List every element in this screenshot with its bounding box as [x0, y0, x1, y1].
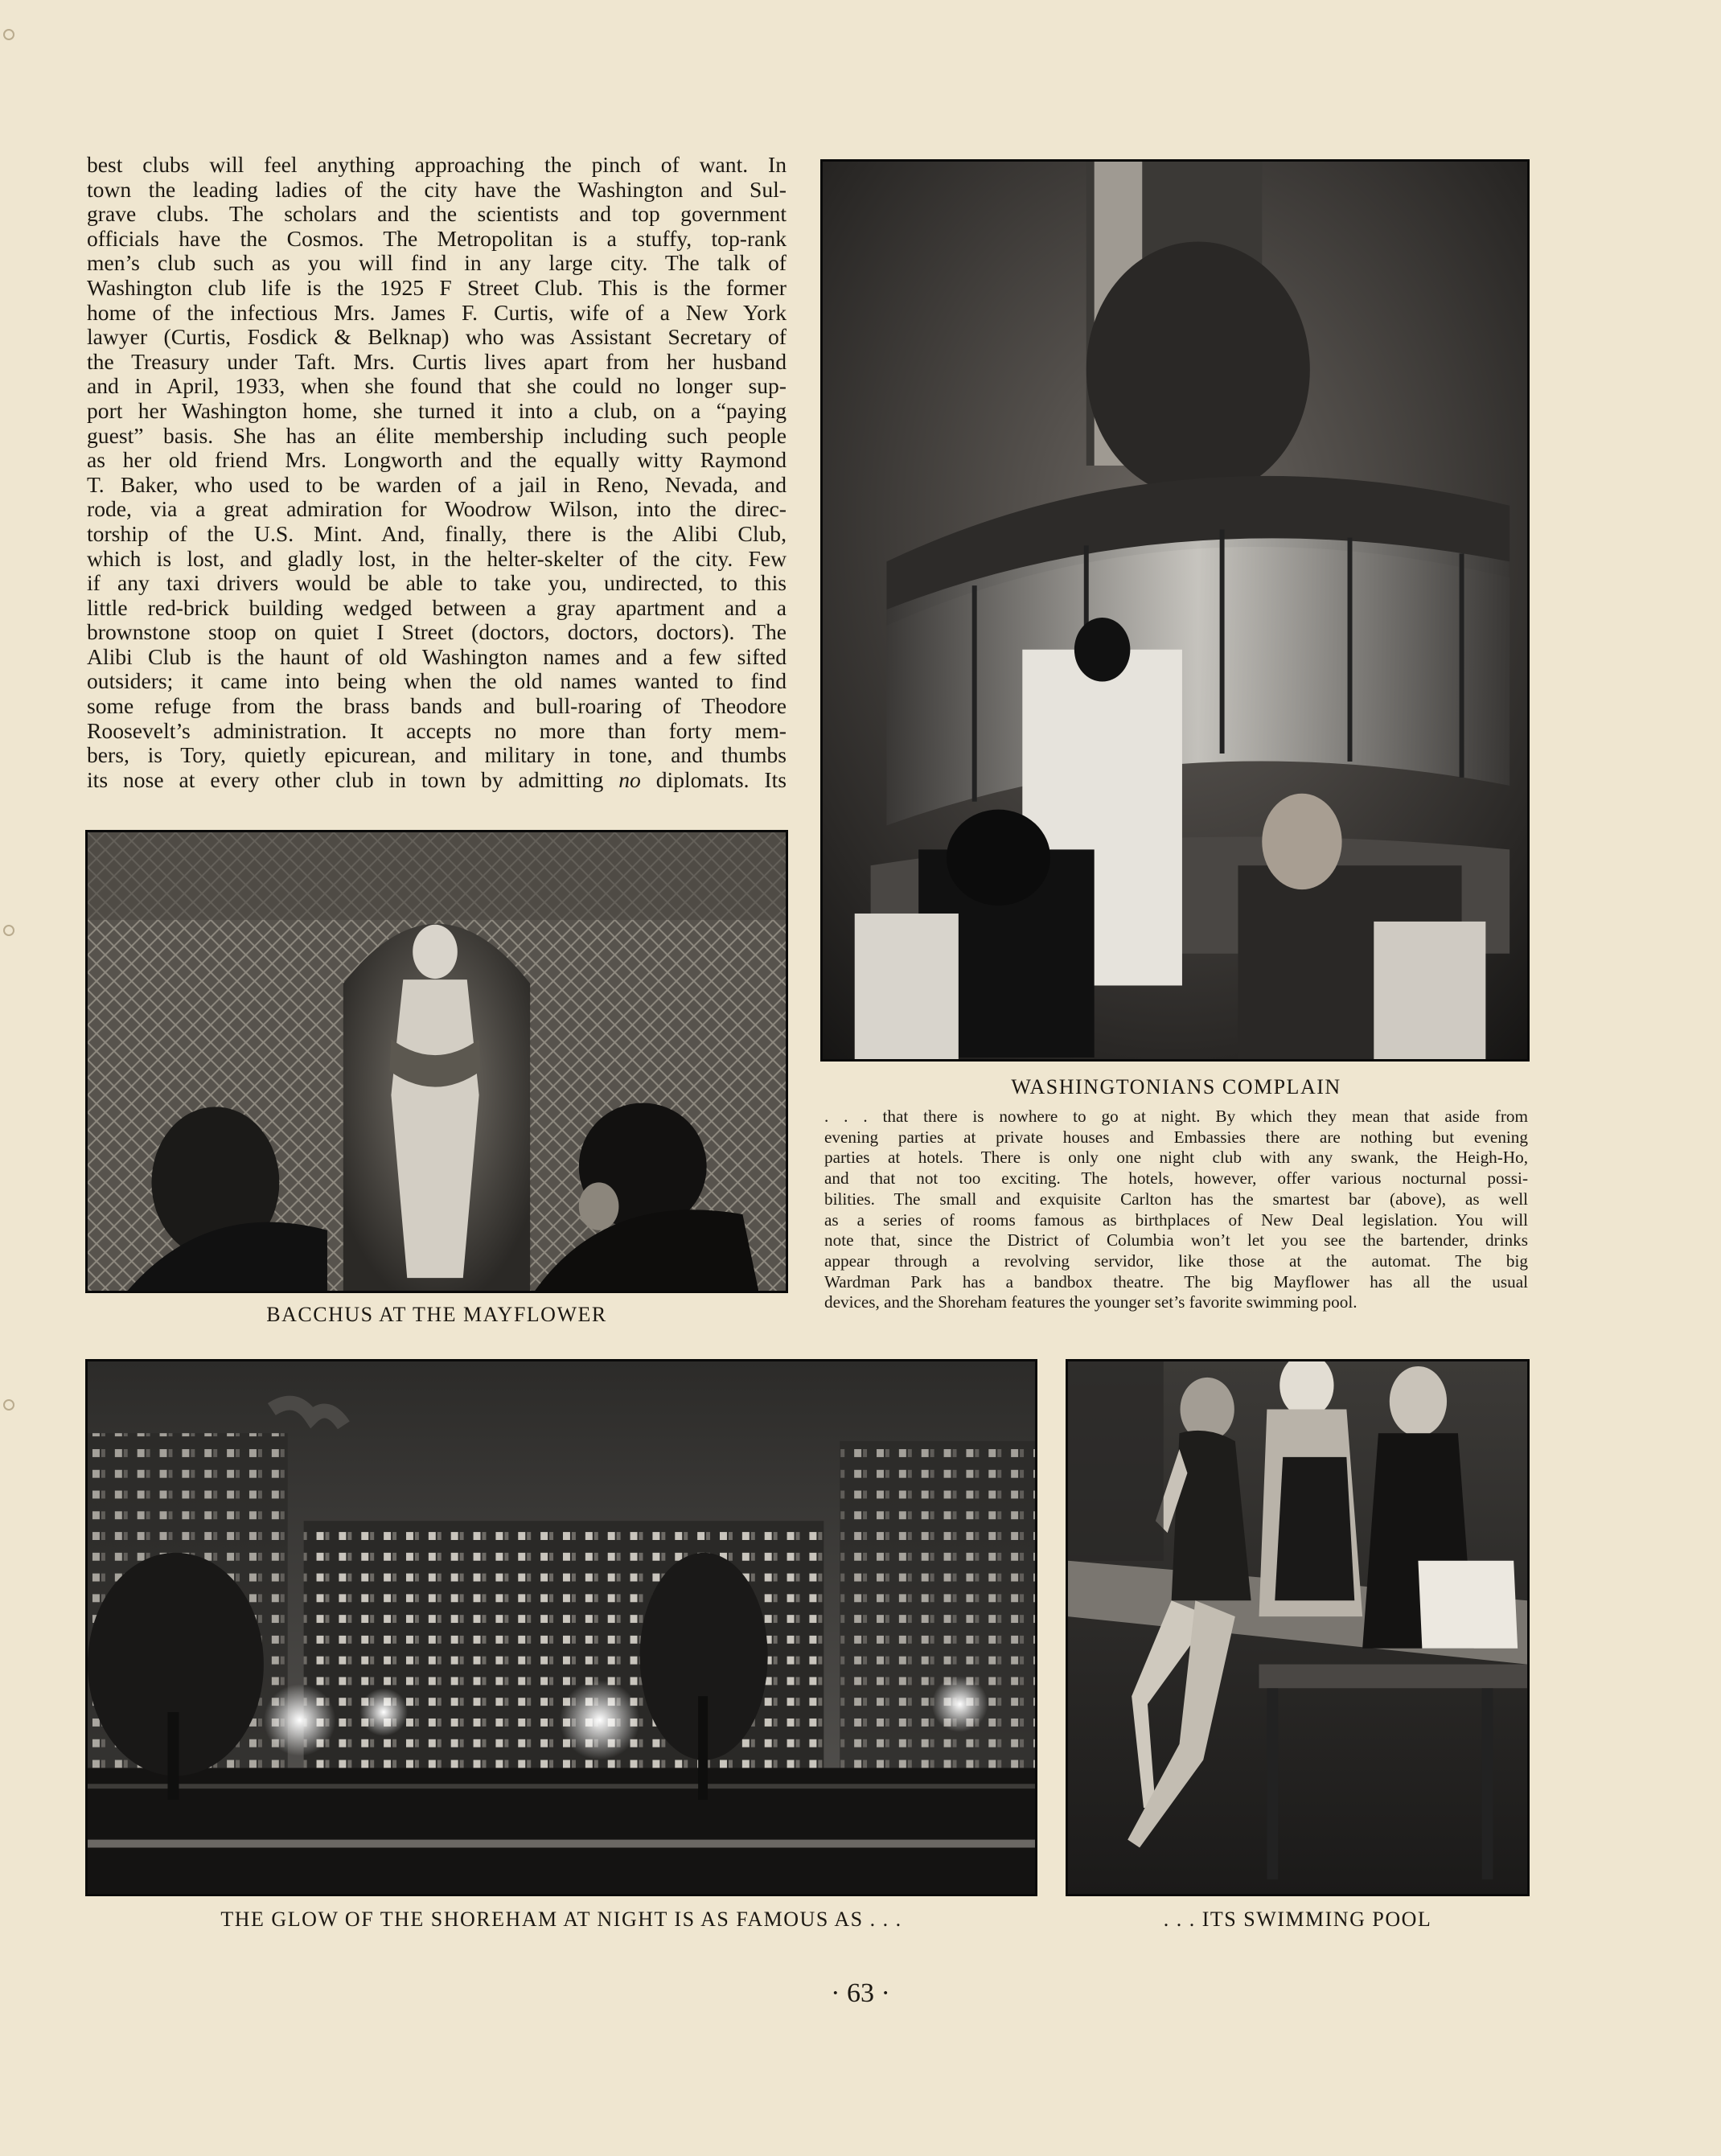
pool-caption: . . . ITS SWIMMING POOL: [1163, 1908, 1432, 1931]
article-text: its nose at every other club in town by admitting: [87, 766, 619, 792]
binding-hole: [3, 29, 14, 40]
shoreham-night-photo: [85, 1359, 1037, 1896]
article-line: brownstone stoop on quiet I Street (doctors, doctors, doctors). The: [87, 619, 787, 645]
caption-line: note that, since the District of Columbia won’t let you see the bartender, drinks: [824, 1230, 1528, 1250]
bar-caption-body: [824, 1107, 1528, 1313]
bacchus-caption: BACCHUS AT THE MAYFLOWER: [266, 1303, 607, 1326]
article-line: which is lost, and gladly lost, in the helter-skelter of the city. Few: [87, 545, 787, 571]
article-line: Washington club life is the 1925 F Street Club. This is the former: [87, 274, 787, 300]
caption-line: appear through a revolving servidor, like those at the automat. The big: [824, 1250, 1528, 1271]
article-line: T. Baker, who used to be warden of a jail in Reno, Nevada, and: [87, 471, 787, 497]
binding-hole: [3, 925, 14, 936]
article-line: if any taxi drivers would be able to take you, undirected, to this: [87, 570, 787, 596]
caption-line: bilities. The small and exquisite Carlton has the smartest bar (above), as well: [824, 1189, 1528, 1209]
caption-line: evening parties at private houses and Embassies there are nothing but evening: [824, 1127, 1528, 1147]
article-line: rode, via a great admiration for Woodrow Wilson, into the direc-: [87, 496, 787, 522]
bar-caption-title: WASHINGTONIANS COMPLAIN: [1011, 1075, 1341, 1099]
article-text: diplomats. Its: [640, 766, 787, 792]
article-line: officials have the Cosmos. The Metropolitan is a stuffy, top-rank: [87, 225, 787, 251]
caption-line-last: devices, and the Shoreham features the younger set’s favorite swimming pool.: [824, 1292, 1357, 1312]
article-line: some refuge from the brass bands and bull-roaring of Theodore: [87, 693, 787, 719]
article-line: grave clubs. The scholars and the scientists and top government: [87, 201, 787, 227]
article-line: and in April, 1933, when she found that she could no longer sup-: [87, 373, 787, 399]
article-line: lawyer (Curtis, Fosdick & Belknap) who was Assistant Secretary of: [87, 324, 787, 350]
article-line: the Treasury under Taft. Mrs. Curtis lives apart from her husband: [87, 348, 787, 374]
article-line-last: [87, 768, 787, 793]
article-line: torship of the U.S. Mint. And, finally, there is the Alibi Club,: [87, 520, 787, 546]
article-emphasis: no: [618, 766, 641, 792]
carlton-bar-photo: [820, 159, 1530, 1062]
article-line: bers, is Tory, quietly epicurean, and military in tone, and thumbs: [87, 742, 787, 768]
caption-line: as a series of rooms famous as birthplaces of New Deal legislation. You will: [824, 1209, 1528, 1230]
page-number: · 63 ·: [831, 1978, 890, 2008]
article-body: [87, 153, 787, 792]
caption-line: parties at hotels. There is only one night club with any swank, the Heigh-Ho,: [824, 1148, 1528, 1168]
article-line: best clubs will feel anything approaching the pinch of want. In: [87, 152, 787, 177]
article-line: port her Washington home, she turned it into a club, on a “paying: [87, 397, 787, 423]
article-line: men’s club such as you will find in any large city. The talk of: [87, 250, 787, 276]
caption-line: . . . that there is nowhere to go at night. By which they mean that aside from: [824, 1107, 1528, 1126]
article-line: town the leading ladies of the city have the Washington and Sul-: [87, 176, 787, 202]
article-line: Roosevelt’s administration. It accepts no more than forty mem-: [87, 717, 787, 743]
caption-line: and that not too exciting. The hotels, however, offer various nocturnal possi-: [824, 1168, 1528, 1189]
swimming-pool-photo: [1066, 1359, 1530, 1896]
article-line: Alibi Club is the haunt of old Washington names and a few sifted: [87, 643, 787, 669]
shoreham-caption: THE GLOW OF THE SHOREHAM AT NIGHT IS AS FAMOUS AS . . .: [220, 1908, 902, 1931]
article-line: as her old friend Mrs. Longworth and the equally witty Raymond: [87, 447, 787, 473]
article-line: home of the infectious Mrs. James F. Curtis, wife of a New York: [87, 299, 787, 325]
article-line: outsiders; it came into being when the old names wanted to find: [87, 668, 787, 694]
article-line: guest” basis. She has an élite membership including such people: [87, 422, 787, 448]
article-line: little red-brick building wedged between a gray apartment and a: [87, 594, 787, 620]
bacchus-photo: [85, 830, 788, 1293]
caption-line: Wardman Park has a bandbox theatre. The big Mayflower has all the usual: [824, 1271, 1528, 1292]
binding-hole: [3, 1399, 14, 1411]
